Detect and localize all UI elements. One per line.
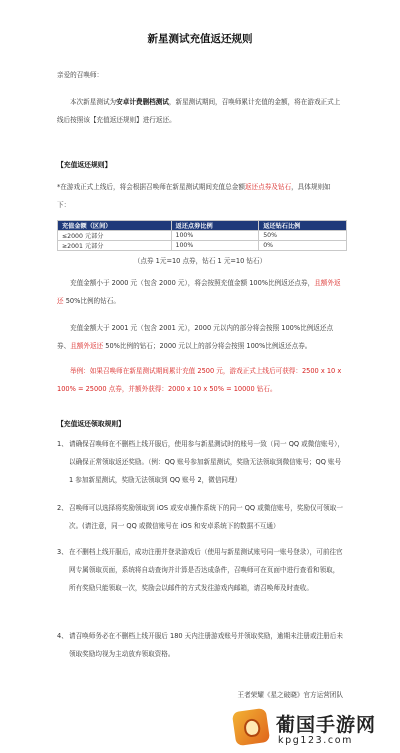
table-row (58, 241, 347, 251)
refund-rule-highlight: 返还点券及钻石 (244, 183, 292, 191)
table-header-row (58, 221, 347, 231)
refund-rule-pre: *在游戏正式上线后，将会根据召唤师在新星测试期间充值总金额 (57, 183, 245, 191)
para1-post: 50%比例的钻石。 (63, 297, 120, 305)
list-item (57, 543, 345, 597)
para2-post: 50%比例的钻石；2000 元以上的部分将会按照 100%比例返还点券。 (103, 342, 312, 350)
site-logo-icon (232, 708, 270, 746)
refund-paragraph-2 (57, 319, 343, 355)
refund-example: 举例：如果召唤师在新星测试期间累计充值 2500 元，游戏正式上线后可获得：2500 x 10 x 100% = 25000 点券，并额外获得：2000 x 10 x 50% = 10000 钻石。 (57, 367, 342, 393)
table-header-cell: 返还点券比例 (171, 221, 259, 231)
list-item-number: 4、 (57, 632, 68, 640)
refund-rule-intro (57, 178, 343, 214)
list-item-text: 请召唤师务必在不删档上线开服后 180 天内注册游戏账号并领取奖励，逾期未注册或注册后未领取奖励均视为主动放弃领取资格。 (69, 632, 343, 658)
watermark (234, 708, 394, 748)
para1-pre: 充值金额小于 2000 元（包含 2000 元），将会按照充值金额 100%比例返还点券， (70, 279, 315, 287)
list-item-text: 召唤师可以选择将奖励领取到 iOS 或安卓操作系统下的同一 QQ 或微信账号，奖励仅可领取一次。(请注意，同一 QQ 或微信账号在 iOS 和安卓系统下的数据不互通） (69, 504, 343, 530)
list-item-number: 2、 (57, 504, 68, 512)
table-cell: ≤2000 元部分 (58, 231, 172, 241)
list-item (57, 499, 345, 535)
intro-paragraph (57, 93, 343, 129)
page-title: 新星测试充值返还规则 (147, 33, 253, 45)
table-cell: 50% (259, 231, 347, 241)
list-item (57, 627, 345, 663)
refund-rate-table (57, 220, 347, 251)
table-row (58, 231, 347, 241)
list-item (57, 435, 345, 489)
section-heading-claim-rules: 【充值返还领取规则】 (57, 420, 125, 428)
list-item-text: 在不删档上线开服后，成功注册并登录游戏后（使用与新星测试账号同一账号登录），可前往官网专属领取页面，系统将自动查询并计算是否达成条件，召唤师可在页面中进行查看和领取，所有奖励只能领取一次，奖励会以邮件的方式发往游戏内邮箱，请召唤师及时查收。 (69, 548, 343, 592)
watermark-url: kpg123.com (278, 735, 354, 746)
para2-pre: 充值金额大于 2001 元（包含 2001 元），2000 元以内的部分将会按照 100%比例返还点券、 (57, 324, 334, 350)
table-cell: ≥2001 元部分 (58, 241, 172, 251)
table-cell: 0% (259, 241, 347, 251)
para1-highlight: 且额外返还 (57, 279, 341, 305)
section-heading-refund-rules: 【充值返还规则】 (57, 161, 112, 169)
intro-text-post: ，新星测试期间，召唤师累计充值的金额，将在游戏正式上线后按照该【充值返还规则】进行返还。 (57, 98, 341, 124)
signature: 王者荣耀《星之破晓》官方运营团队 (237, 691, 343, 699)
rate-note: （点券 1元=10 点券，钻石 1 元=10 钻石） (133, 257, 267, 265)
table-cell: 100% (171, 231, 259, 241)
greeting: 亲爱的召唤师： (57, 71, 104, 79)
para2-highlight: 且额外返还 (70, 342, 104, 350)
refund-paragraph-1 (57, 274, 343, 310)
intro-text-pre: 本次新星测试为 (70, 98, 117, 106)
list-item-text: 请确保召唤师在不删档上线开服后，使用参与新星测试时的账号一致（同一 QQ 或微信账号），以确保正常领取返还奖励。（例：QQ 账号参加新星测试，奖励无法领取到微信账号；QQ 账号 1 参加新星测试，奖励无法领取到 QQ 账号 2，微信同理） (69, 440, 345, 484)
table-header-cell: 返还钻石比例 (259, 221, 347, 231)
table-cell: 100% (171, 241, 259, 251)
refund-rule-post: ，具体规则如下： (57, 183, 331, 209)
table-header-cell: 充值金额（区间） (58, 221, 172, 231)
intro-bold-text: 安卓计费删档测试 (116, 98, 169, 106)
list-item-number: 3、 (57, 548, 68, 556)
watermark-site-name: 葡国手游网 (276, 714, 377, 736)
list-item-number: 1、 (57, 440, 68, 448)
